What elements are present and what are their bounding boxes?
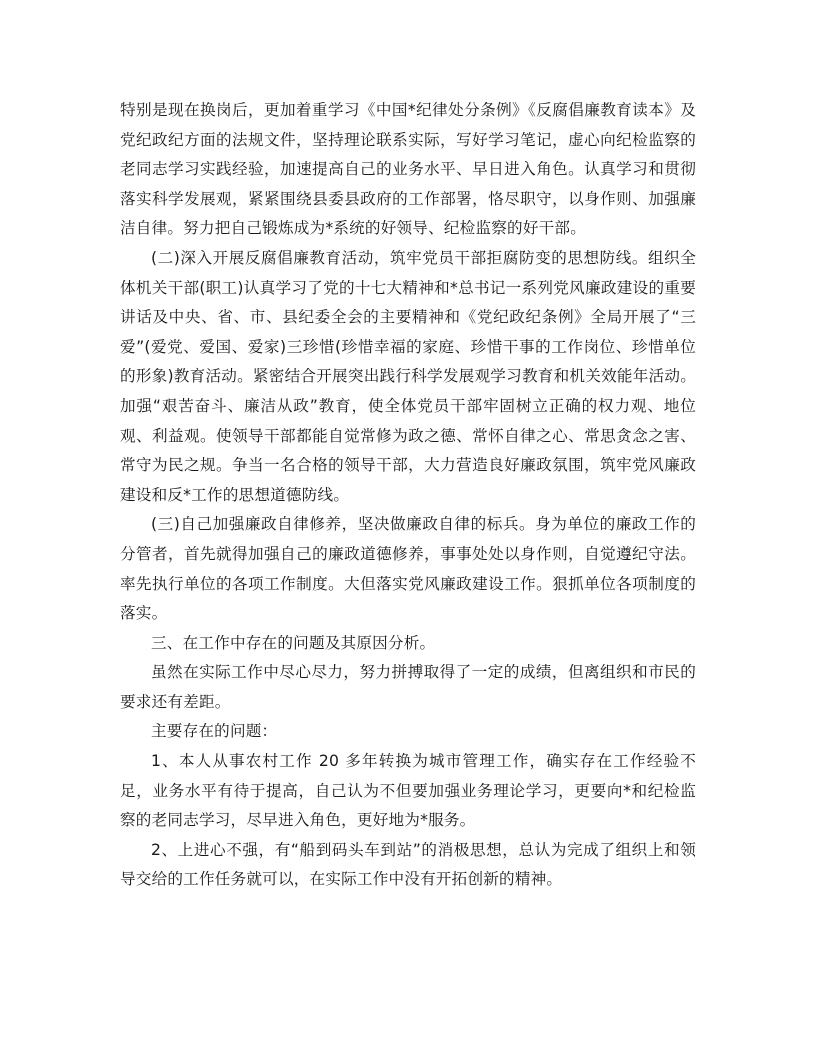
document-body — [120, 96, 696, 895]
paragraph-problem-1: 1、本人从事农村工作 20 多年转换为城市管理工作，确实存在工作经验不足，业务水平有待于提高，自己认为不但要加强业务理论学习，更要向*和纪检监察的老同志学习，尽早进入角色，更好地为*服务。 — [120, 752, 696, 830]
paragraph-section-3: (三)自己加强廉政自律修养，坚决做廉政自律的标兵。身为单位的廉政工作的分管者，首先就得加强自己的廉政道德修养，事事处处以身作则，自觉遵纪守法。率先执行单位的各项工作制度。大但落实党风廉政建设工作。狠抓单位各项制度的落实。 — [120, 515, 696, 623]
paragraph-continuation: 特别是现在换岗后，更加着重学习《中国*纪律处分条例》《反腐倡廉教育读本》及党纪政纪方面的法规文件，坚持理论联系实际，写好学习笔记，虚心向纪检监察的老同志学习实践经验，加速提高自己的业务水平、早日进入角色。认真学习和贯彻落实科学发展观，紧紧围绕县委县政府的工作部署，恪尽职守，以身作则、加强廉洁自律。努力把自己锻炼成为*系统的好领导、纪检监察的好干部。 — [120, 101, 696, 238]
heading-main-problems: 主要存在的问题： — [151, 722, 278, 741]
paragraph-section-2: (二)深入开展反腐倡廉教育活动，筑牢党员干部拒腐防变的思想防线。组织全体机关干部(职工)认真学习了党的十七大精神和*总书记一系列党风廉政建设的重要讲话及中央、省、市、县纪委全会的主要精神和《党纪政纪条例》全局开展了“三爱”(爱党、爱国、爱家)三珍惜(珍惜幸福的家庭、珍惜干事的工作岗位、珍惜单位的形象)教育活动。紧密结合开展突出践行科学发展观学习教育和机关效能年活动。加强“艰苦奋斗、廉洁从政”教育，使全体党员干部牢固树立正确的权力观、地位观、利益观。使领导干部都能自觉常修为政之德、常怀自律之心、常思贪念之害、常守为民之规。争当一名合格的领导干部，大力营造良好廉政氛围，筑牢党风廉政建设和反*工作的思想道德防线。 — [120, 248, 696, 504]
paragraph-problem-2: 2、上进心不强，有“船到码头车到站”的消极思想，总认为完成了组织上和领导交给的工作任务就可以，在实际工作中没有开拓创新的精神。 — [120, 840, 696, 889]
paragraph-gap-summary: 虽然在实际工作中尽心尽力，努力拼搏取得了一定的成绩，但离组织和市民的要求还有差距。 — [120, 663, 696, 711]
heading-section-three: 三、在工作中存在的问题及其原因分析。 — [151, 633, 436, 652]
